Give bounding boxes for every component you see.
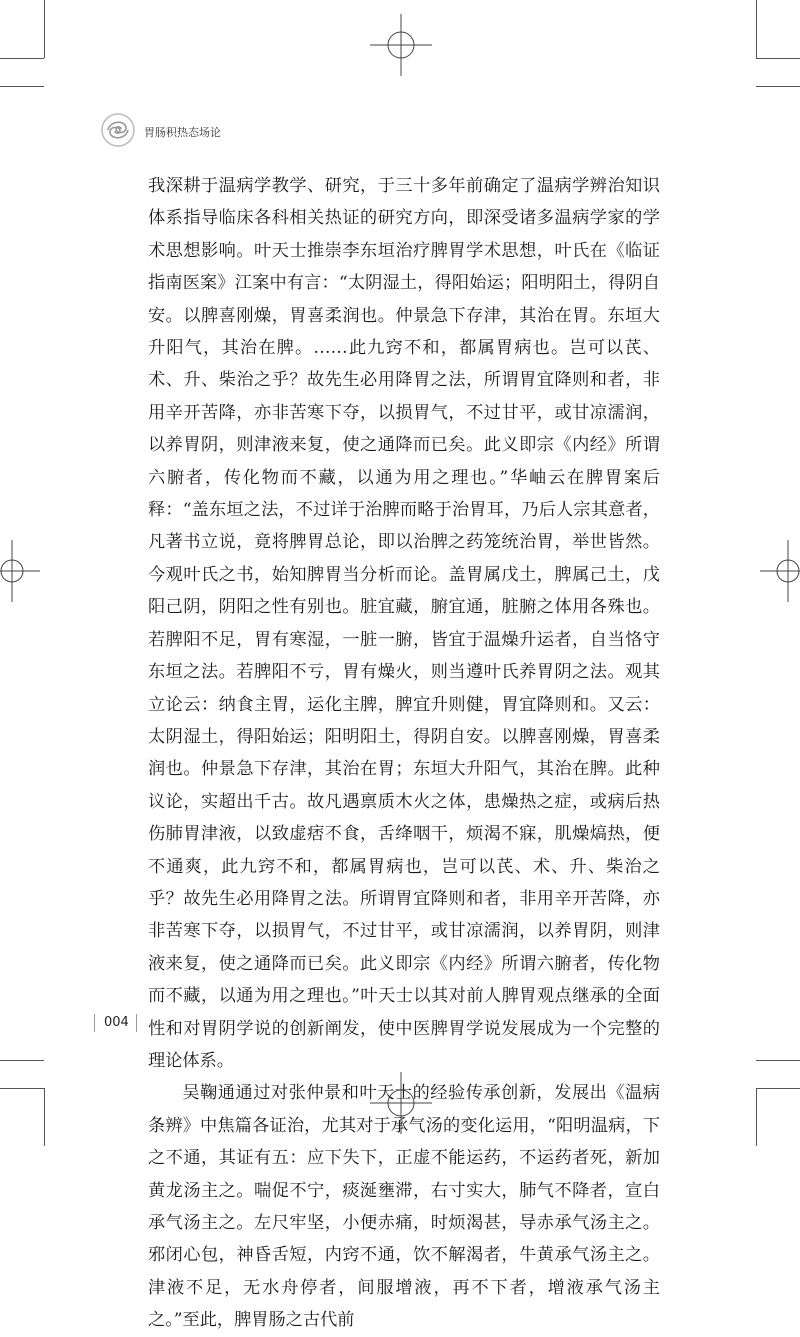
paragraph-2: 吴鞠通通过对张仲景和叶天士的经验传承创新，发展出《温病条辨》中焦篇各证治，尤其对于承气汤的变化运用，“阳明温病，下之不通，其证有五：应下失下，正虚不能运药，不运药者死，新加黄龙汤主之。喘促不宁，痰涎壅滞，右寸实大，肺气不降者，宣白承气汤主之。左尺牢坚，小便赤痛，时烦渴甚，导赤承气汤主之。邪闭心包，神昏舌短，内窍不通，饮不解渴者，牛黄承气汤主之。津液不足，无水舟停者，间服增液，再不下者，增液承气汤主之。”至此，脾胃肠之古代前 [148, 1083, 660, 1331]
running-header [100, 112, 740, 152]
running-title: 胃肠积热态场论 [144, 126, 221, 139]
registration-mark-top [370, 14, 432, 76]
crop-mark [756, 1060, 800, 1061]
crop-mark [0, 58, 44, 59]
folio-divider [136, 1014, 137, 1032]
swirl-ornament-icon [100, 112, 136, 148]
crop-mark [756, 0, 757, 58]
crop-mark [44, 0, 45, 58]
folio-divider [94, 1014, 95, 1032]
crop-mark [0, 1088, 44, 1089]
page-folio [88, 1012, 148, 1036]
paragraph-1: 我深耕于温病学教学、研究，于三十多年前确定了温病学辨治知识体系指导临床各科相关热证的研究方向，即深受诸多温病学家的学术思想影响。叶天士推崇李东垣治疗脾胃学术思想，叶氏在《临证指南医案》江案中有言：“太阴湿土，得阳始运；阳明阳土，得阴自安。以脾喜刚燥，胃喜柔润也。仲景急下存津，其治在胃。东垣大升阳气，其治在脾。……此九窍不和，都属胃病也。岂可以芪、术、升、柴治之乎？故先生必用降胃之法，所谓胃宜降则和者，非用辛开苦降，亦非苦寒下夺，以损胃气，不过甘平，或甘凉濡润，以养胃阴，则津液来复，使之通降而已矣。此义即宗《内经》所谓六腑者，传化物而不藏，以通为用之理也。”华岫云在脾胃案后释：“盖东垣之法，不过详于治脾而略于治胃耳，乃后人宗其意者，凡著书立说，竟将脾胃总论，即以治脾之药笼统治胃，举世皆然。今观叶氏之书，始知脾胃当分析而论。盖胃属戊土，脾属己土，戊阳己阴，阴阳之性有别也。脏宜藏，腑宜通，脏腑之体用各殊也。若脾阳不足，胃有寒湿，一脏一腑，皆宜于温燥升运者，自当恪守东垣之法。若脾阳不亏，胃有燥火，则当遵叶氏养胃阴之法。观其立论云：纳食主胃，运化主脾，脾宜升则健，胃宜降则和。又云：太阴湿土，得阳始运；阳明阳土，得阴自安。以脾喜刚燥，胃喜柔润也。仲景急下存津，其治在胃；东垣大升阳气，其治在脾。此种议论，实超出千古。故凡遇禀质木火之体，患燥热之症，或病后热伤肺胃津液，以致虚痞不食，舌绛咽干，烦渴不寐，肌燥熇热，便不通爽，此九窍不和，都属胃病也，岂可以芪、术、升、柴治之乎？故先生必用降胃之法。所谓胃宜降则和者，非用辛开苦降，亦非苦寒下夺，以损胃气，不过甘平，或甘凉濡润，以养胃阴，则津液来复，使之通降而已矣。此义即宗《内经》所谓六腑者，传化物而不藏，以通为用之理也。”叶天士以其对前人脾胃观点继承的全面性和对胃阴学说的创新阐发，使中医脾胃学说发展成为一个完整的理论体系。 [148, 176, 660, 1071]
registration-mark-right [760, 540, 800, 602]
registration-mark-left [0, 540, 40, 602]
crop-mark [756, 1088, 800, 1089]
crop-mark [0, 1060, 44, 1061]
crop-mark [44, 1088, 45, 1146]
crop-mark [0, 86, 44, 87]
crop-mark [756, 86, 800, 87]
page-number: 004 [104, 1015, 129, 1030]
body-text [148, 170, 660, 1337]
crop-mark [756, 58, 800, 59]
crop-mark [756, 1088, 757, 1146]
